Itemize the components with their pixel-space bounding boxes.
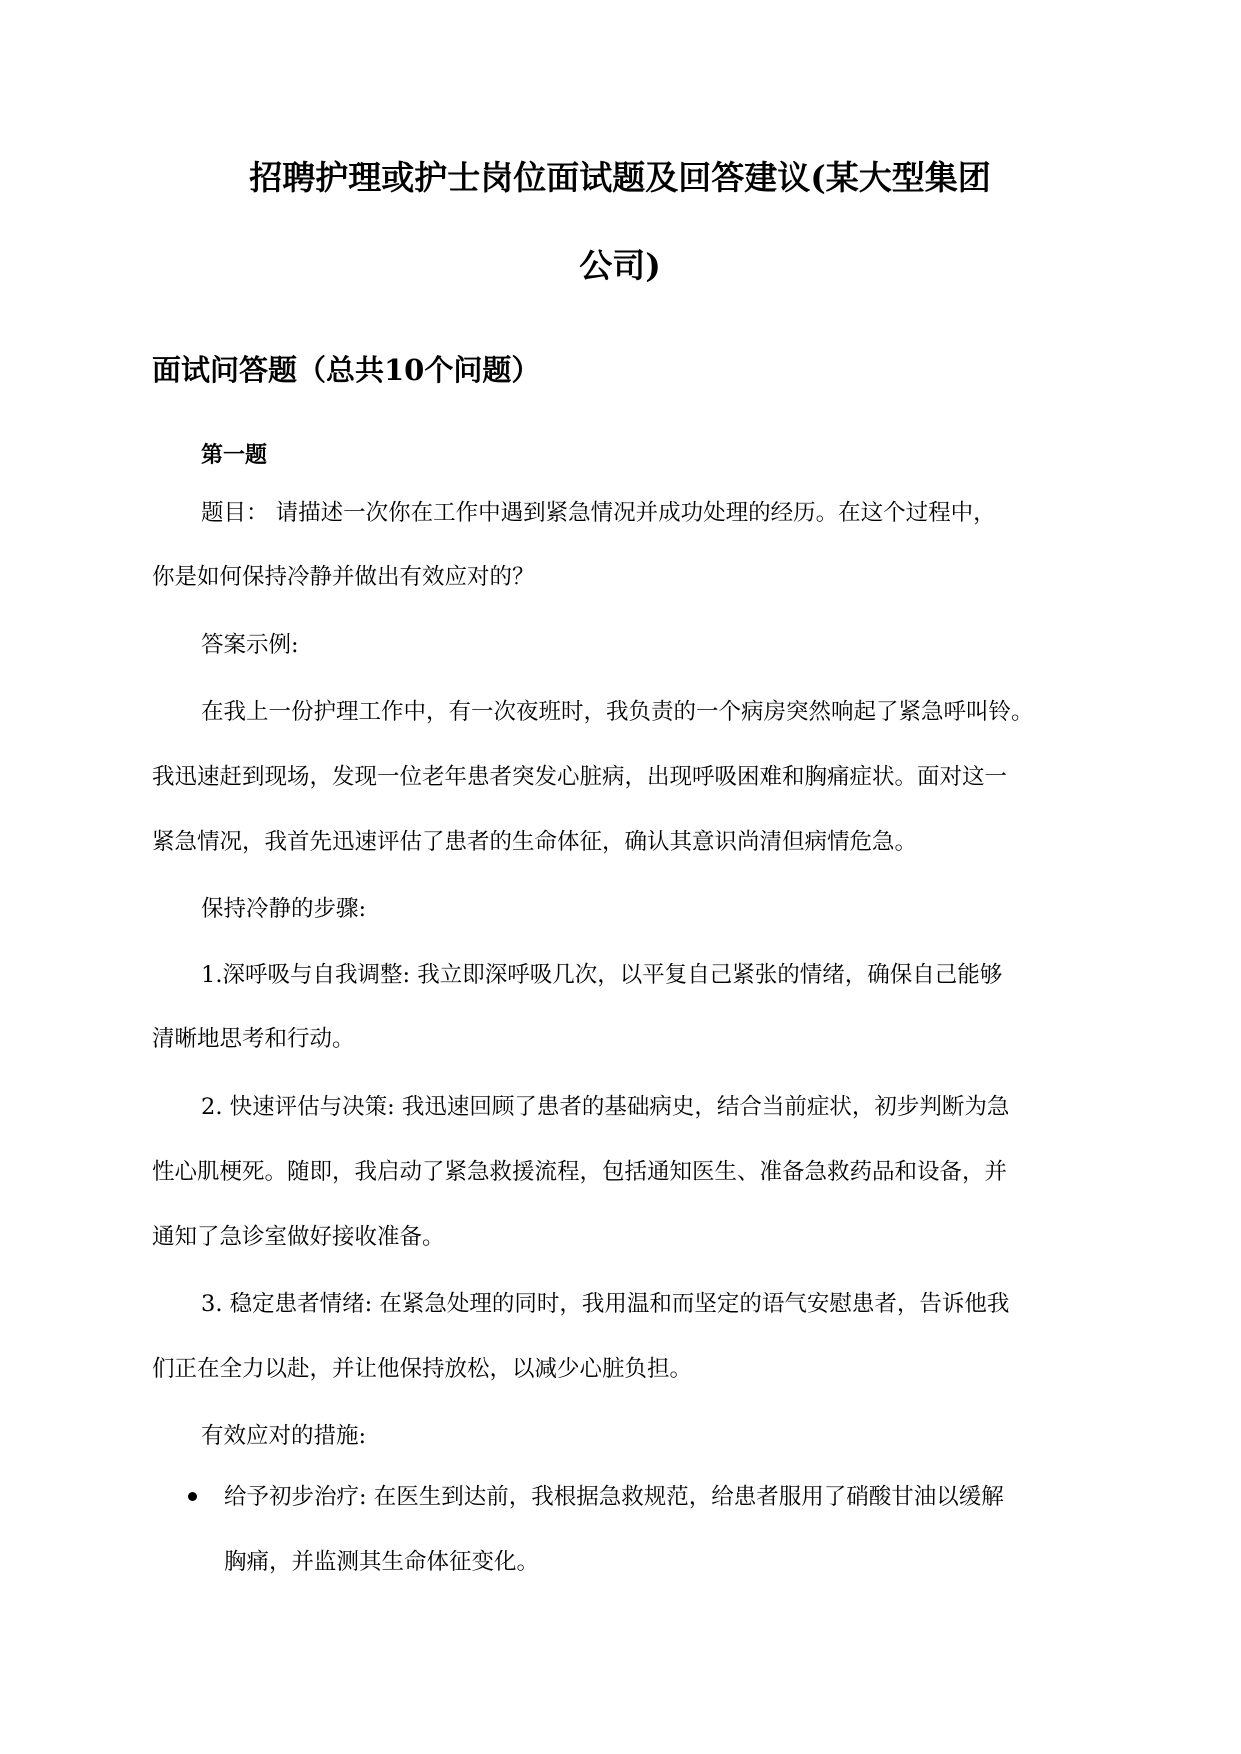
steps-label: 保持冷静的步骤: <box>201 896 367 922</box>
document-title-line-2: 公司) <box>579 246 661 285</box>
measures-label: 有效应对的措施: <box>201 1423 367 1449</box>
answer-paragraph-line-1: 在我上一份护理工作中，有一次夜班时，我负责的一个病房突然响起了紧急呼叫铃。 <box>201 699 1034 725</box>
step-1-line-2: 清晰地思考和行动。 <box>152 1026 355 1052</box>
bullet-1-line-2: 胸痛，并监测其生命体征变化。 <box>224 1549 540 1575</box>
bullet-1-line-1: 给予初步治疗: 在医生到达前，我根据急救规范，给患者服用了硝酸甘油以缓解 <box>224 1484 1004 1510</box>
step-2-line-1: 2. 快速评估与决策: 我迅速回顾了患者的基础病史，结合当前症状，初步判断为急 <box>201 1094 1010 1120</box>
answer-label: 答案示例: <box>201 632 299 658</box>
answer-paragraph-line-3: 紧急情况，我首先迅速评估了患者的生命体征，确认其意识尚清但病情危急。 <box>152 829 918 855</box>
answer-paragraph-line-2: 我迅速赶到现场，发现一位老年患者突发心脏病，出现呼吸困难和胸痛症状。面对这一 <box>152 764 1008 790</box>
section-heading: 面试问答题（总共10个问题） <box>152 353 541 387</box>
step-3-line-1: 3. 稳定患者情绪: 在紧急处理的同时，我用温和而坚定的语气安慰患者，告诉他我 <box>201 1291 1010 1317</box>
question-text-line-1: 题目： 请描述一次你在工作中遇到紧急情况并成功处理的经历。在这个过程中， <box>201 500 996 526</box>
step-3-line-2: 们正在全力以赴，并让他保持放松，以减少心脏负担。 <box>152 1356 693 1382</box>
step-1-line-1: 1.深呼吸与自我调整: 我立即深呼吸几次，以平复自己紧张的情绪，确保自己能够 <box>201 962 1003 988</box>
step-2-line-3: 通知了急诊室做好接收准备。 <box>152 1224 445 1250</box>
question-text-line-2: 你是如何保持冷静并做出有效应对的？ <box>152 564 535 590</box>
question-heading: 第一题 <box>201 442 268 468</box>
step-2-line-2: 性心肌梗死。随即，我启动了紧急救援流程，包括通知医生、准备急救药品和设备，并 <box>152 1159 1008 1185</box>
bullet-dot-icon <box>188 1492 197 1501</box>
document-title-line-1: 招聘护理或护士岗位面试题及回答建议(某大型集团 <box>249 158 991 197</box>
